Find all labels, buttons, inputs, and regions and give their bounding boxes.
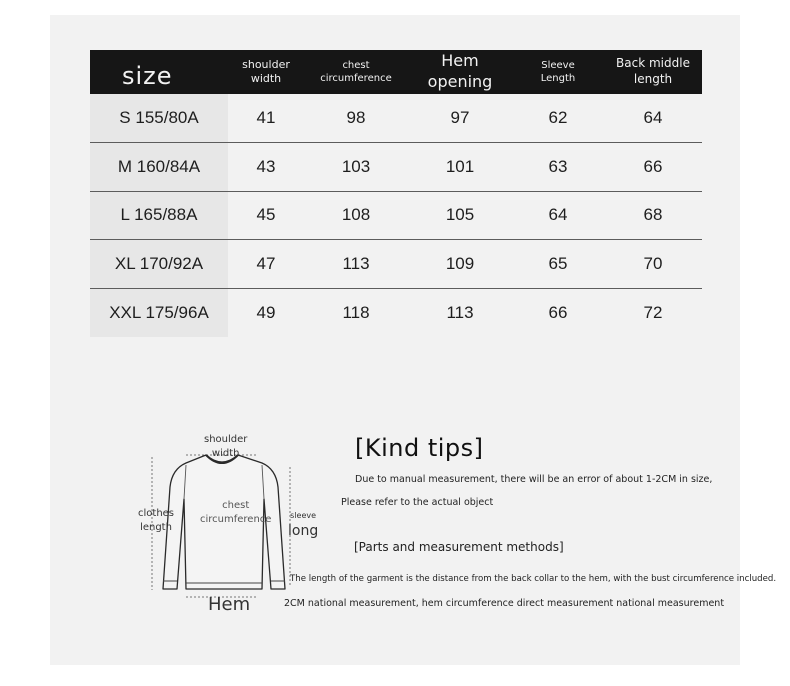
header-hem-opening: Hem opening <box>408 50 512 94</box>
cell-shoulder: 43 <box>228 143 304 192</box>
tip-line-2: Please refer to the actual object <box>341 497 494 508</box>
label-chest-circumference: chest circumference <box>200 500 272 525</box>
header-back-middle-length: Back middle length <box>604 50 702 94</box>
table-row <box>90 288 702 337</box>
cell-sleeve: 63 <box>512 143 604 192</box>
cell-hem: 105 <box>408 191 512 240</box>
cell-chest: 98 <box>304 94 408 143</box>
tip-line-1: Due to manual measurement, there will be an error of about 1-2CM in size, <box>355 474 713 485</box>
cell-chest: 103 <box>304 143 408 192</box>
cell-hem: 101 <box>408 143 512 192</box>
cell-chest: 108 <box>304 191 408 240</box>
cell-sleeve: 62 <box>512 94 604 143</box>
table-row <box>90 143 702 192</box>
label-shoulder-width: shoulder width <box>204 434 248 459</box>
table-row <box>90 191 702 240</box>
tips-title: [Kind tips] <box>355 434 484 462</box>
header-shoulder-width: shoulder width <box>228 50 304 94</box>
cell-sleeve: 64 <box>512 191 604 240</box>
header-chest-circumference: chest circumference <box>304 50 408 94</box>
table-header-row <box>90 50 702 94</box>
garment-diagram <box>130 425 320 625</box>
cell-hem: 113 <box>446 302 474 322</box>
cell-back: 70 <box>604 240 702 289</box>
cell-size: S 155/80A <box>90 94 228 143</box>
cell-back: 64 <box>604 94 702 143</box>
cell-size: XXL 175/96A <box>90 288 228 337</box>
cell-sleeve: 66 <box>548 302 568 322</box>
label-sleeve-long: sleeve long <box>288 511 319 539</box>
cell-back: 66 <box>604 143 702 192</box>
cell-shoulder: 45 <box>228 191 304 240</box>
tip-line-3: The length of the garment is the distance from the back collar to the hem, with the bust circumference included. <box>290 574 777 584</box>
cell-chest: 113 <box>304 240 408 289</box>
tip-line-4: 2CM national measurement, hem circumference direct measurement national measurement <box>284 598 725 609</box>
label-hem: Hem <box>208 594 251 615</box>
size-chart-table <box>90 50 702 337</box>
cell-size: M 160/84A <box>90 143 228 192</box>
cell-back: 68 <box>604 191 702 240</box>
cell-shoulder: 47 <box>228 240 304 289</box>
cell-size: XL 170/92A <box>90 240 228 289</box>
cell-chest: 118 <box>342 302 370 322</box>
cell-sleeve: 65 <box>512 240 604 289</box>
cell-hem: 97 <box>408 94 512 143</box>
cell-shoulder: 49 <box>256 302 276 322</box>
label-clothes-length: clothes length <box>138 508 175 533</box>
cell-back: 72 <box>643 302 663 322</box>
tips-measurement-heading: [Parts and measurement methods] <box>354 540 564 554</box>
header-size: size <box>90 50 228 94</box>
header-sleeve-length: Sleeve Length <box>512 50 604 94</box>
table-row <box>90 94 702 143</box>
table-row <box>90 240 702 289</box>
cell-size: L 165/88A <box>90 191 228 240</box>
cell-shoulder: 41 <box>228 94 304 143</box>
cell-hem: 109 <box>408 240 512 289</box>
